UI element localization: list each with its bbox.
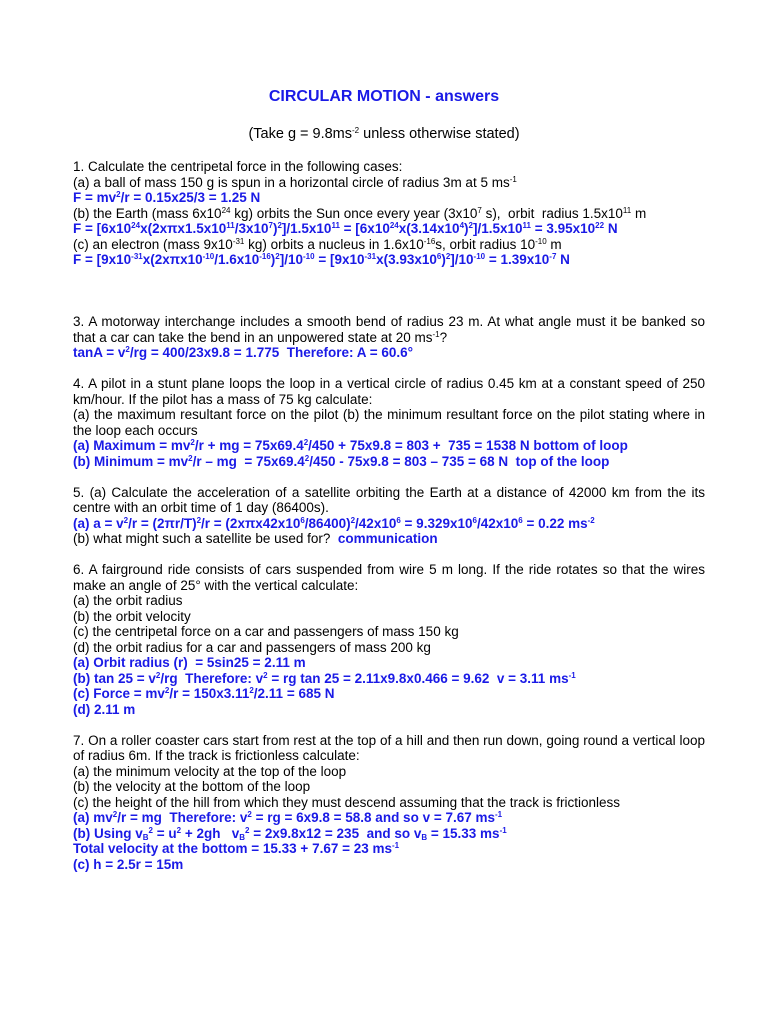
q6b-answer: (b) $\tan 25 = v^2/rg$ Therefore: $v^2$ = rg tan 25 = 2.11x9.8x0.466 = 9.62 v = 3.11 $ms^{-1}$ — [73, 670, 576, 686]
q4ab-question: (a) the maximum resultant force on the pilot (b) the minimum resultant force on the pilot stating where in the loop each occurs — [73, 407, 705, 438]
q7c-question: (c) the height of the hill from which they must descend assuming that the track is frictionless — [73, 794, 620, 810]
q6a-answer: (a) Orbit radius (r) = 5sin25 = 2.11 m — [73, 655, 306, 670]
q7a-question: (a) the minimum velocity at the top of the loop — [73, 763, 347, 779]
answers-body — [73, 159, 705, 872]
q7a-answer: (a) $mv^2/r$ = mg Therefore: $v^2$ = rg = 6x9.8 = 58.8 and so v = 7.67 $ms^{-1}$ — [73, 810, 503, 825]
q6d-answer: (d) 2.11 m — [73, 701, 136, 717]
q5-prompt: 5. (a) Calculate the acceleration of a satellite orbiting the Earth at a distance of 42000 km from the its centre with an orbit time of 1 day (86400s). — [73, 484, 705, 515]
q7c-answer: (c) h = 2.5r = 15m — [73, 856, 184, 872]
q6a-question: (a) the orbit radius — [73, 593, 183, 608]
q1-prompt: 1. Calculate the centripetal force in the following cases: — [73, 159, 403, 174]
q7-total-answer: Total velocity at the bottom = 15.33 + 7.67 = 23 $ms^{-1}$ — [73, 841, 400, 856]
q5b-line — [73, 531, 705, 547]
q1a-question: (a) a ball of mass 150 g is spun in a horizontal circle of radius 3m at 5 $ms^{-1}$ — [73, 174, 517, 190]
q6c-answer: (c) Force = $mv^2/r = 150x3.11^2/2.11 = 685$ N — [73, 686, 335, 701]
q7b-answer: (b) Using $v_B^2 = u^2 + 2gh$ $v_B^2 = 2x9.8x12 = 235$ and so $v_B = 15.33$ $ms^{-1}$ — [73, 825, 507, 842]
q5a-answer: (a) $a = v^2/r = (2\pi r/T)^2/r = (2x\pi x42x10^6/86400)^2/42x10^6 = 9.329x10^6/42x10^6 = 0.22$ $ms^{-2}$ — [73, 515, 595, 531]
q6d-question: (d) the orbit radius for a car and passengers of mass 200 kg — [73, 639, 431, 655]
q1b-question: (b) the Earth (mass $6x10^{24}$ kg) orbits the Sun once every year ($3x10^7$ s), orbit radius $1.5x10^{11}$ m — [73, 205, 647, 221]
q6b-question: (b) the orbit velocity — [73, 608, 191, 624]
q5b-question: (b) what might such a satellite be used for? — [73, 531, 331, 546]
q3-prompt: 3. A motorway interchange includes a smooth bend of radius 23 m. At what angle must it be banked so that a car can take the bend in an unpowered state at 20 $ms^{-1}$? — [73, 314, 705, 345]
q3-answer: $\tan A = v^2/rg = 400/23x9.8 = 1.775$ Therefore: A = 60.6° — [73, 345, 414, 360]
q7-prompt: 7. On a roller coaster cars start from rest at the top of a hill and then run down, going round a vertical loop of radius 6m. If the track is frictionless calculate: — [73, 732, 705, 763]
q4-prompt: 4. A pilot in a stunt plane loops the loop in a vertical circle of radius 0.45 km at a constant speed of 250 km/hour. If the pilot has a mass of 75 kg calculate: — [73, 376, 705, 407]
q1c-question: (c) an electron (mass $9x10^{-31}$ kg) orbits a nucleus in $1.6x10^{-16}s$, orbit radius $10^{-10}$ m — [73, 236, 562, 252]
q6c-question: (c) the centripetal force on a car and passengers of mass 150 kg — [73, 624, 459, 639]
q6-prompt: 6. A fairground ride consists of cars suspended from wire 5 m long. If the ride rotates so that the wires make an angle of 25° with the vertical calculate: — [73, 562, 705, 593]
q5b-answer: communication — [337, 531, 438, 546]
q4a-answer: (a) Maximum = $mv^2/r$ + mg = $75x69.4^2/450 + 75x9.8 = 803 + 735 = 1538$ N bottom of loop — [73, 438, 628, 453]
q1b-answer: $F = [6x10^{24}x(2x\pi x1.5x10^{11}/3x10^7)^2]/1.5x10^{11} = [6x10^{24}x(3.14x10^4)^2]/1.5x10^{11} = 3.95x10^{22}$ N — [73, 221, 618, 236]
q1a-answer: $F = mv^2/r = 0.15x25/3 = 1.25$ N — [73, 190, 261, 205]
q1c-answer: $F = [9x10^{-31}x(2x\pi x10^{-10}/1.6x10^{-16})^2]/10^{-10} = [9x10^{-31}x(3.93x10^6)^2]/10^{-10} = 1.39x10^{-7}$ N — [73, 252, 570, 267]
q4b-answer: (b) Minimum = $mv^2/r$ – mg = $75x69.4^2/450 - 75x9.8 = 803 - 735 = 68$ N top of the loop — [73, 453, 610, 469]
q7b-question: (b) the velocity at the bottom of the loop — [73, 779, 311, 794]
page-title: CIRCULAR MOTION - answers — [268, 88, 500, 105]
page-subtitle: (Take $g = 9.8ms^{-2}$ unless otherwise stated) — [248, 126, 520, 142]
